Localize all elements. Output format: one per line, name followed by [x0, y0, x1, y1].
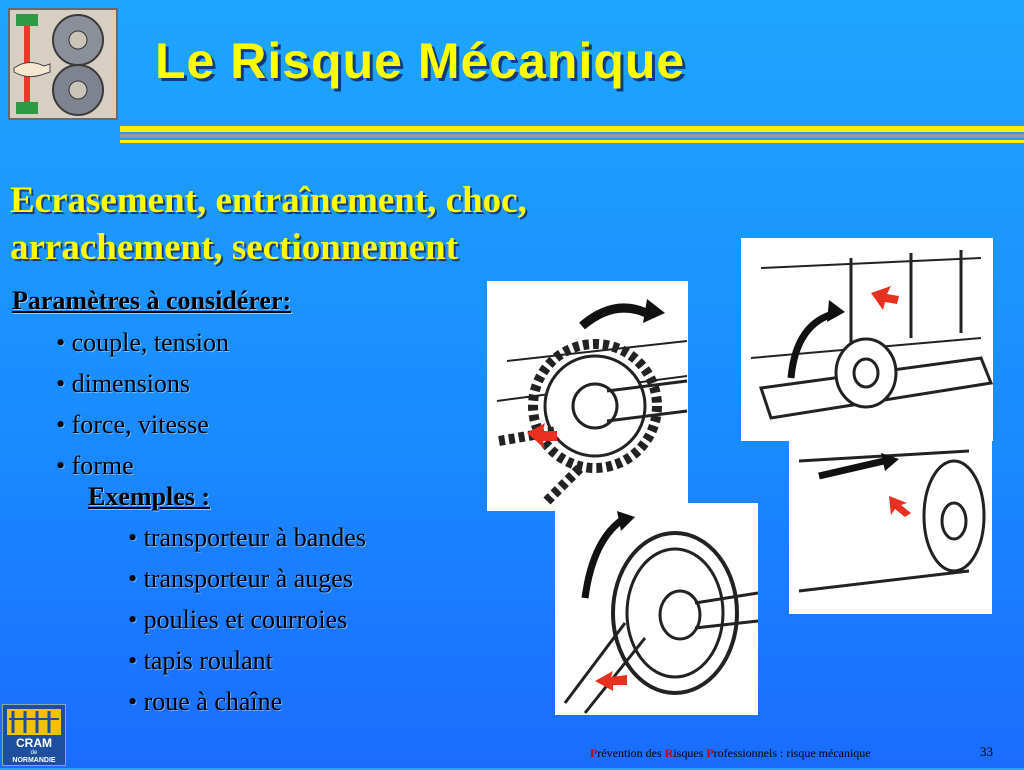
examples-list	[128, 517, 366, 722]
page-number: 33	[980, 744, 993, 759]
subtitle-line-2: arrachement, sectionnement	[10, 227, 458, 268]
list-item: • transporteur à bandes	[128, 523, 366, 552]
hazard-illustration-logo	[8, 8, 118, 120]
logo-text-de: de	[30, 750, 38, 756]
examples-heading: Exemples :	[88, 482, 211, 511]
page-title: Le Risque Mécanique	[155, 33, 686, 89]
list-item: • roue à chaîne	[128, 687, 283, 716]
logo-text-normandie: NORMANDIE	[12, 757, 56, 764]
pulley-belt-illustration	[555, 503, 758, 715]
list-item: • force, vitesse	[56, 410, 209, 439]
list-item: • poulies et courroies	[128, 605, 348, 634]
list-item: • couple, tension	[56, 328, 230, 357]
title-divider	[120, 126, 1024, 146]
footer-initial-p2: P	[706, 746, 714, 760]
footer-initial-r: R	[664, 746, 674, 760]
chain-sprocket-illustration	[487, 281, 688, 511]
subtitle-line-1: Ecrasement, entraînement, choc,	[10, 180, 527, 221]
bucket-conveyor-illustration	[741, 238, 993, 441]
footer-initial-p: P	[590, 746, 598, 760]
list-item: • dimensions	[56, 369, 191, 398]
logo-text-cram: CRAM	[16, 736, 52, 750]
footer-text-3: rofessionnels : risque mécanique	[713, 746, 871, 760]
belt-conveyor-illustration	[789, 441, 992, 614]
list-item: • tapis roulant	[128, 646, 273, 675]
cram-normandie-logo	[2, 704, 66, 766]
slide-footer	[590, 746, 871, 761]
list-item: • forme	[56, 451, 134, 480]
footer-text-1: révention des	[597, 746, 665, 760]
risk-types-subtitle	[10, 177, 670, 271]
parameters-heading: Paramètres à considérer:	[12, 286, 292, 315]
footer-text-2: isques	[673, 746, 707, 760]
list-item: • transporteur à auges	[128, 564, 353, 593]
parameters-list	[56, 322, 229, 486]
